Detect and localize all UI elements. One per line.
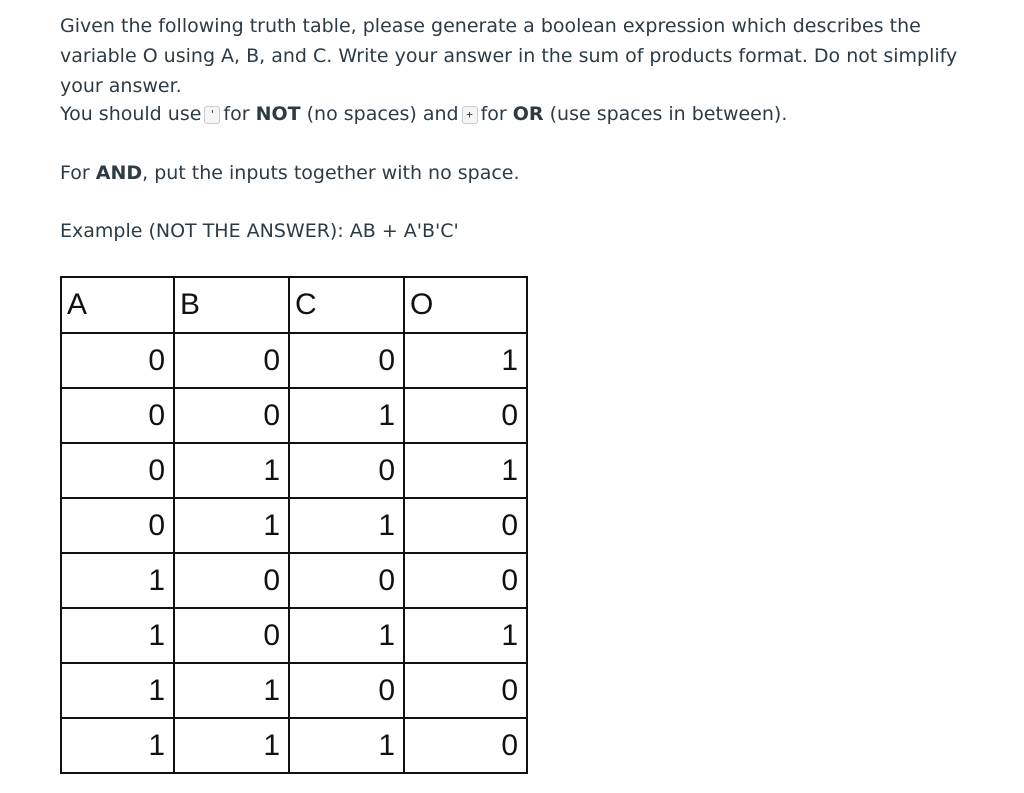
for-label-2: for	[480, 103, 507, 125]
cell-o: 1	[404, 333, 527, 388]
cell-a: 0	[61, 333, 174, 388]
cell-a: 0	[61, 388, 174, 443]
not-note: (no spaces) and	[306, 103, 459, 125]
table-row	[61, 718, 527, 773]
and-instruction	[60, 158, 1000, 188]
header-c: C	[289, 277, 404, 333]
cell-b: 0	[174, 388, 289, 443]
cell-a: 0	[61, 498, 174, 553]
cell-c: 1	[289, 718, 404, 773]
table-row	[61, 663, 527, 718]
or-keyword: OR	[512, 103, 544, 125]
table-row	[61, 443, 527, 498]
cell-c: 1	[289, 608, 404, 663]
example-text: Example (NOT THE ANSWER): AB + A'B'C'	[60, 220, 459, 242]
cell-b: 0	[174, 333, 289, 388]
cell-o: 1	[404, 608, 527, 663]
question-intro: Given the following truth table, please generate a boolean expression which describes the variable O using A, B, and C. Write your answer in the sum of products format. Do not simplify your answer.	[60, 15, 958, 97]
header-b: B	[174, 277, 289, 333]
for-label-1: for	[223, 103, 250, 125]
table-row	[61, 553, 527, 608]
use-prefix: You should use	[60, 103, 202, 125]
cell-c: 0	[289, 663, 404, 718]
cell-a: 1	[61, 608, 174, 663]
cell-c: 0	[289, 333, 404, 388]
cell-b: 0	[174, 553, 289, 608]
cell-c: 0	[289, 553, 404, 608]
not-keyword: NOT	[255, 103, 301, 125]
table-row	[61, 608, 527, 663]
table-header-row	[61, 277, 527, 333]
cell-c: 1	[289, 498, 404, 553]
or-symbol-code: +	[462, 106, 478, 124]
cell-a: 1	[61, 553, 174, 608]
cell-o: 0	[404, 718, 527, 773]
and-keyword: AND	[95, 162, 143, 184]
cell-b: 1	[174, 443, 289, 498]
and-suffix: , put the inputs together with no space.	[142, 162, 520, 184]
and-prefix: For	[60, 162, 90, 184]
cell-a: 1	[61, 718, 174, 773]
cell-o: 1	[404, 443, 527, 498]
cell-a: 0	[61, 443, 174, 498]
cell-o: 0	[404, 553, 527, 608]
header-o: O	[404, 277, 527, 333]
cell-o: 0	[404, 388, 527, 443]
cell-o: 0	[404, 663, 527, 718]
cell-a: 1	[61, 663, 174, 718]
cell-b: 1	[174, 718, 289, 773]
cell-c: 0	[289, 443, 404, 498]
truth-table	[60, 276, 528, 774]
table-row	[61, 498, 527, 553]
not-symbol-code: '	[204, 106, 220, 124]
cell-b: 0	[174, 608, 289, 663]
cell-o: 0	[404, 498, 527, 553]
table-row	[61, 333, 527, 388]
header-a: A	[61, 277, 174, 333]
or-note: (use spaces in between).	[549, 103, 788, 125]
table-row	[61, 388, 527, 443]
cell-b: 1	[174, 663, 289, 718]
cell-c: 1	[289, 388, 404, 443]
cell-b: 1	[174, 498, 289, 553]
operator-instructions	[60, 99, 1000, 129]
